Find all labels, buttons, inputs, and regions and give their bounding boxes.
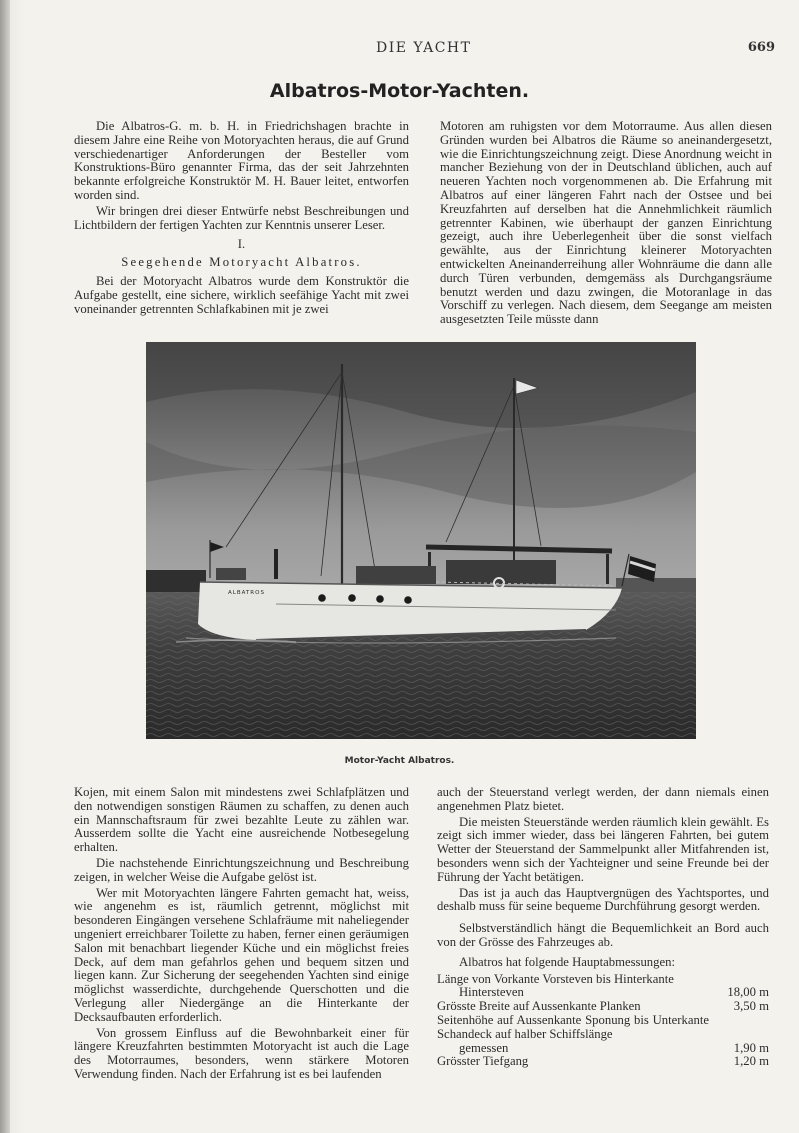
page-header (0, 40, 799, 62)
paragraph: Das ist ja auch das Hauptvergnügen des Yachtsportes, und deshalb muss für seine bequeme Durchführung gesorgt werden. (437, 885, 769, 914)
paragraph: Von grossem Einfluss auf die Bewohnbarkeit einer für längere Kreuzfahrten bestimmten Motoryacht ist auch die Lage des Motorraumes, besonders, wenn stärkere Motoren Verwendung finden. Nach der Erfahrung ist es bei laufenden (74, 1025, 409, 1081)
dimension-row (437, 973, 769, 1001)
column-top-left (74, 120, 409, 316)
dimension-label: Länge von Vorkante Vorsteven bis Hinterkante (437, 971, 674, 986)
yacht-photo-image (146, 342, 696, 739)
dimension-label: Grösste Breite auf Aussenkante Planken (437, 999, 641, 1014)
paragraph: auch der Steuerstand verlegt werden, der dann niemals einen angenehmen Platz bietet. (437, 785, 769, 813)
column-bottom-left (74, 786, 409, 1082)
column-top-right (440, 120, 772, 327)
page-number: 669 (747, 40, 775, 55)
dimension-row (437, 1055, 769, 1069)
photo-caption: Motor-Yacht Albatros. (344, 756, 455, 766)
paragraph: Wir bringen drei dieser Entwürfe nebst Beschreibungen und Lichtbildern der fertigen Yachten zur Kenntnis unserer Leser. (74, 203, 409, 232)
paragraph: Selbstverständlich hängt die Bequemlichkeit an Bord auch von der Grösse des Fahrzeuges ab. (437, 921, 769, 949)
paragraph: Die nachstehende Einrichtungszeichnung und Beschreibung zeigen, in welcher Weise die Aufgabe gelöst ist. (74, 855, 409, 884)
dimension-value: 18,00 m (727, 985, 769, 1000)
paragraph: Die meisten Steuerstände werden räumlich klein gewählt. Es zeigt sich immer wieder, dass bei längeren Fahrten, bei gutem Wetter der Steuerstand der Sammelpunkt aller Mitfahrenden ist, besonders wenn sich der Yachteigner und seine Freunde bei der Führung der Yacht betätigen. (437, 814, 769, 884)
dimension-label: Seitenhöhe auf Aussenkante Sponung bis Unterkante Schandeck auf halber Schiffslänge (437, 1012, 709, 1041)
page-binding-shadow (0, 0, 10, 1133)
dimension-value: 1,20 m (733, 1054, 769, 1069)
article-title: Albatros-Motor-Yachten. (269, 80, 530, 102)
dimension-row (437, 1000, 769, 1014)
section-number: I. (237, 237, 246, 252)
paragraph: Bei der Motoryacht Albatros wurde dem Konstruktör die Aufgabe gestellt, eine sichere, wirklich seefähige Yacht mit zwei voneinander getrennten Schlafkabinen mit je zwei (74, 273, 409, 316)
dimension-row (437, 1014, 769, 1055)
paragraph: Die Albatros-G. m. b. H. in Friedrichshagen brachte in diesem Jahre eine Reihe von Motoryachten heraus, die auf Grund verschiedenartiger Anforderungen der Besteller vom Konstruktions-Büro genannter Firma, das der seit Jahrzehnten bekannte erfolgreiche Konstruktör M. H. Bauer leitet, entworfen worden sind. (74, 119, 409, 202)
column-bottom-right (437, 786, 769, 1069)
paragraph: Motoren am ruhigsten vor dem Motorraume. Aus allen diesen Gründen wurden bei Albatros die Räume so aneinandergesetzt, wie die Einrichtungszeichnung zeigt. Diese Anordnung weicht in mancher Beziehung von der in Deutschland üblichen, auch auf neueren Yachten noch vorgenommenen ab. Die Erfahrung mit Albatros auf einer längeren Fahrt nach der Ostsee und bei Kreuzfahrten auf derselben hat die Annehmlichkeit räumlich getrennter Kabinen, wie überhaupt der ganzen Einrichtung gezeigt, auch ihre Ueberlegenheit über die sonst vielfach gewählte, aus der Einrichtung kleinerer Motoryachten entwickelten Aneinanderreihung aller Wohnräume die dann alle durch Türen verbunden, demgemäss als Durchgangsräume benutzt werden und dazu zwingen, die Motoranlage in das Vorschiff zu verlegen. Nach diesem, dem Seegange am meisten ausgesetzten Teile müsste dann (440, 119, 772, 327)
dimension-label-cont: Hintersteven (459, 985, 524, 1000)
section-heading: Seegehende Motoryacht Albatros. (121, 255, 362, 270)
paragraph: Kojen, mit einem Salon mit mindestens zwei Schlafplätzen und den notwendigen sonstigen Räumen zu schaffen, zu denen auch ein Mannschaftsraum für zwei bezahlte Leute zu zählen war. Ausserdem sollte die Yacht eine ausreichende Notbesegelung erhalten. (74, 785, 409, 855)
dimensions-list (437, 973, 769, 1070)
boat-name-lettering: ALBATROS (228, 590, 265, 596)
paragraph: Albatros hat folgende Hauptabmessungen: (459, 954, 675, 969)
running-title: DIE YACHT (376, 40, 472, 56)
yacht-photograph (146, 342, 696, 739)
dimension-value: 3,50 m (733, 999, 769, 1014)
dimension-value: 1,90 m (733, 1040, 769, 1055)
dimension-label-cont: gemessen (459, 1040, 509, 1055)
dimension-label: Grösster Tiefgang (437, 1054, 529, 1069)
paragraph: Wer mit Motoryachten längere Fahrten gemacht hat, weiss, wie angenehm es ist, räumlich getrennt, möglichst mit besonderen Eingängen versehene Schlafräume mit naheliegender ungeniert erreichbarer Toilette zu haben, ferner einen geräumigen Salon mit benachbart liegender Küche und ein möglichst freies Deck, auf dem man gefahrlos gehen und bequem sitzen und liegen kann. Zur Sicherung der seegehenden Yachten sind einige möglichst wasserdichte, durchgehende Querschotten und die Verlegung aller Niedergänge an die Hinterkante der Decksaufbauten erforderlich. (74, 885, 409, 1024)
